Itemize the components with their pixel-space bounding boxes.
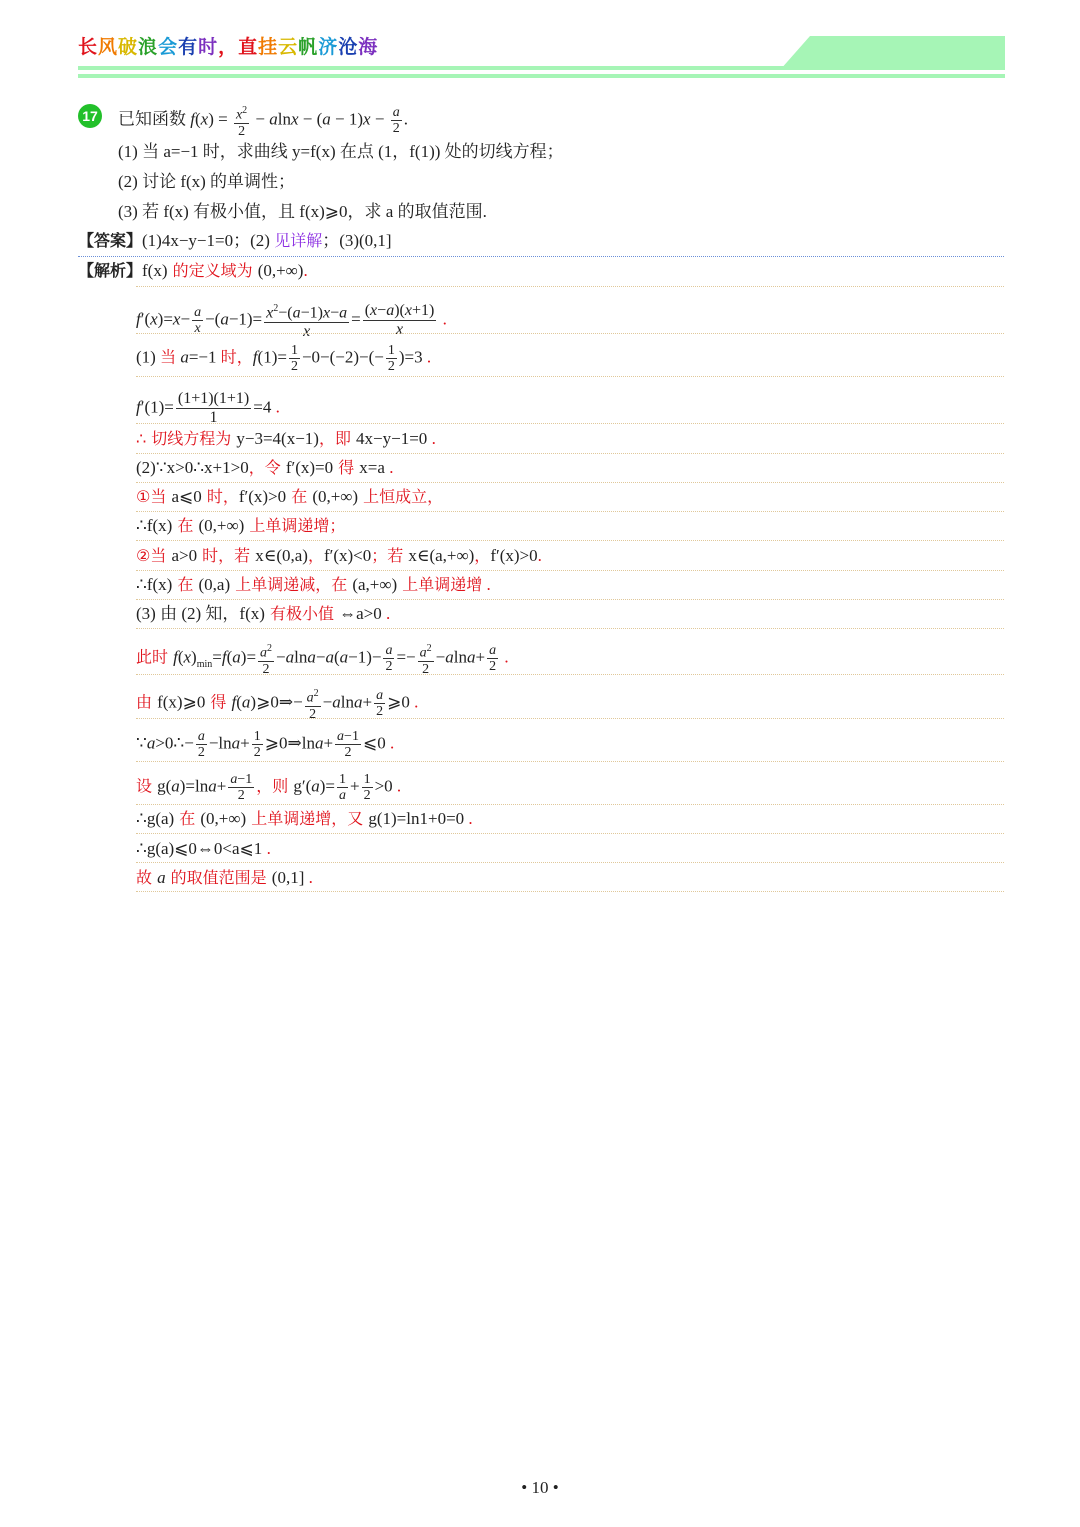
answer-line: [78, 230, 392, 252]
divider: [136, 833, 1004, 834]
motto-char: 沧: [338, 36, 359, 58]
case1-line: ①当 a⩽0 时，f′(x)>0 在 (0,+∞) 上恒成立，: [136, 487, 444, 506]
answer-divider: [78, 256, 1004, 257]
motto-char: 有: [178, 36, 199, 58]
motto-char: ，: [218, 36, 239, 58]
divider: [136, 376, 1004, 377]
divider: [136, 862, 1004, 863]
motto-char: 风: [98, 36, 119, 58]
divider: [136, 718, 1004, 719]
motto-char: 长: [78, 36, 99, 58]
part3-g-mono-line: ∴g(a) 在 (0,+∞) 上单调递增，又 g(1)=ln1+0=0 .: [136, 809, 473, 828]
motto-char: 浪: [138, 36, 159, 58]
header-motto: [78, 32, 378, 59]
motto-char: 海: [358, 36, 379, 58]
answer-tag: 【答案】: [78, 231, 143, 250]
divider: [136, 333, 1004, 334]
page-number: • 10 •: [521, 1478, 559, 1497]
domain-value: (0,+∞): [257, 261, 304, 280]
part3-min-line: 此时 $f(x)_{min}=f(a)=$ $\frac{a^2}{2}$ −alna−a(a−1)− $\frac{a}{2}$ =− $\frac{a^2}{2}$ −alna+ $\frac{a}{2}$ .: [136, 643, 509, 677]
case1-conclusion-line: ∴f(x) 在 (0,+∞) 上单调递增；: [136, 516, 346, 535]
motto-char: 济: [318, 36, 339, 58]
motto-char: 云: [278, 36, 299, 58]
header-rule-bottom: [78, 74, 1005, 78]
motto-char: 破: [118, 36, 139, 58]
page-header: [0, 0, 1080, 90]
header-rule-top: [78, 66, 1005, 70]
part3-equiv-line: ∴g(a)⩽0⇔0<a⩽1 .: [136, 839, 271, 858]
divider: [136, 482, 1004, 483]
divider: [136, 423, 1004, 424]
answer-text-2: ；(3)(0,1]: [322, 231, 392, 250]
part3-g-def-line: 设 g(a)=lna+ $\frac{a-1}{2}$ ，则 g′(a)= $\frac{1}{a}$ + $\frac{1}{2}$ >0 .: [136, 772, 402, 803]
divider: [136, 570, 1004, 571]
derivative-line: f′(x)=x− $\frac{a}{x}$ −(a−1)= $\frac{x^2-(a-1)x-a}{x}$ = $\frac{(x-a)(x+1)}{x}$ .: [136, 300, 447, 341]
question-part-1: (1) 当 a=−1 时，求曲线 y=f(x) 在点 (1，f(1)) 处的切线方程；: [118, 142, 564, 161]
frac-x2-over-2: $\frac{x^2}{2}$: [235, 105, 248, 139]
answer-see-detail: 见详解: [274, 231, 323, 250]
final-answer-line: 故 a 的取值范围是 (0,1] .: [136, 868, 313, 887]
domain-fx: f(x): [142, 261, 168, 280]
part3-transform-line: ∵a>0∴− $\frac{a}{2}$ −lna+ $\frac{1}{2}$ ⩾0⇒lna+ $\frac{a-1}{2}$ ⩽0 .: [136, 729, 395, 760]
frac-a-over-2: $\frac{a}{2}$: [392, 105, 400, 137]
divider: [136, 628, 1004, 629]
divider: [136, 761, 1004, 762]
divider: [136, 511, 1004, 512]
divider: [136, 453, 1004, 454]
part1-tangent-line: ∴ 切线方程为 y−3=4(x−1)，即 4x−y−1=0 .: [136, 429, 436, 448]
question-number-badge: 17: [78, 104, 102, 128]
header-tab-decoration: [780, 36, 1005, 70]
part1-slope-line: f′(1)= $\frac{(1+1)(1+1)}{1}$ =4 .: [136, 390, 280, 426]
divider: [136, 891, 1004, 892]
divider: [136, 599, 1004, 600]
domain-text: 的定义域为: [167, 261, 258, 280]
motto-char: 直: [238, 36, 259, 58]
question-part-2: (2) 讨论 f(x) 的单调性；: [118, 172, 296, 191]
motto-char: 帆: [298, 36, 319, 58]
motto-char: 会: [158, 36, 179, 58]
case2-conclusion-line: ∴f(x) 在 (0,a) 上单调递减，在 (a,+∞) 上单调递增 .: [136, 575, 491, 594]
answer-text-1: (1)4x−y−1=0；(2): [142, 231, 275, 250]
part3-ge-line: 由 f(x)⩾0 得 f(a)⩾0⇒− $\frac{a^2}{2}$ −alna+ $\frac{a}{2}$ ⩾0 .: [136, 688, 419, 722]
divider: [136, 540, 1004, 541]
divider: [136, 804, 1004, 805]
part1-f1-line: (1) 当 a=−1 时，f(1)= $\frac{1}{2}$ −0−(−2)−(− $\frac{1}{2}$ )=3 .: [136, 343, 432, 374]
case2-line: ②当 a>0 时，若 x∈(0,a)，f′(x)<0；若 x∈(a,+∞)，f′(x)>0.: [136, 546, 542, 565]
question-stem: 已知函数 f(x) = $\frac{x^2}{2}$ − alnx − (a − 1)x − $\frac{a}{2}$ .: [118, 105, 408, 139]
analysis-domain-line: 【解析】f(x) 的定义域为 (0,+∞).: [78, 261, 308, 280]
analysis-tag: 【解析】: [78, 261, 143, 280]
motto-char: 时: [198, 36, 219, 58]
part2-intro-line: (2)∵x>0∴x+1>0，令 f′(x)=0 得 x=a .: [136, 458, 394, 477]
question-part-3: (3) 若 f(x) 有极小值，且 f(x)⩾0，求 a 的取值范围.: [118, 202, 487, 221]
divider: [136, 286, 1004, 287]
stem-prefix: 已知函数: [118, 109, 186, 129]
motto-char: 挂: [258, 36, 279, 58]
part3-intro-line: (3) 由 (2) 知，f(x) 有极小值 ⇔a>0 .: [136, 604, 391, 623]
divider: [136, 674, 1004, 675]
